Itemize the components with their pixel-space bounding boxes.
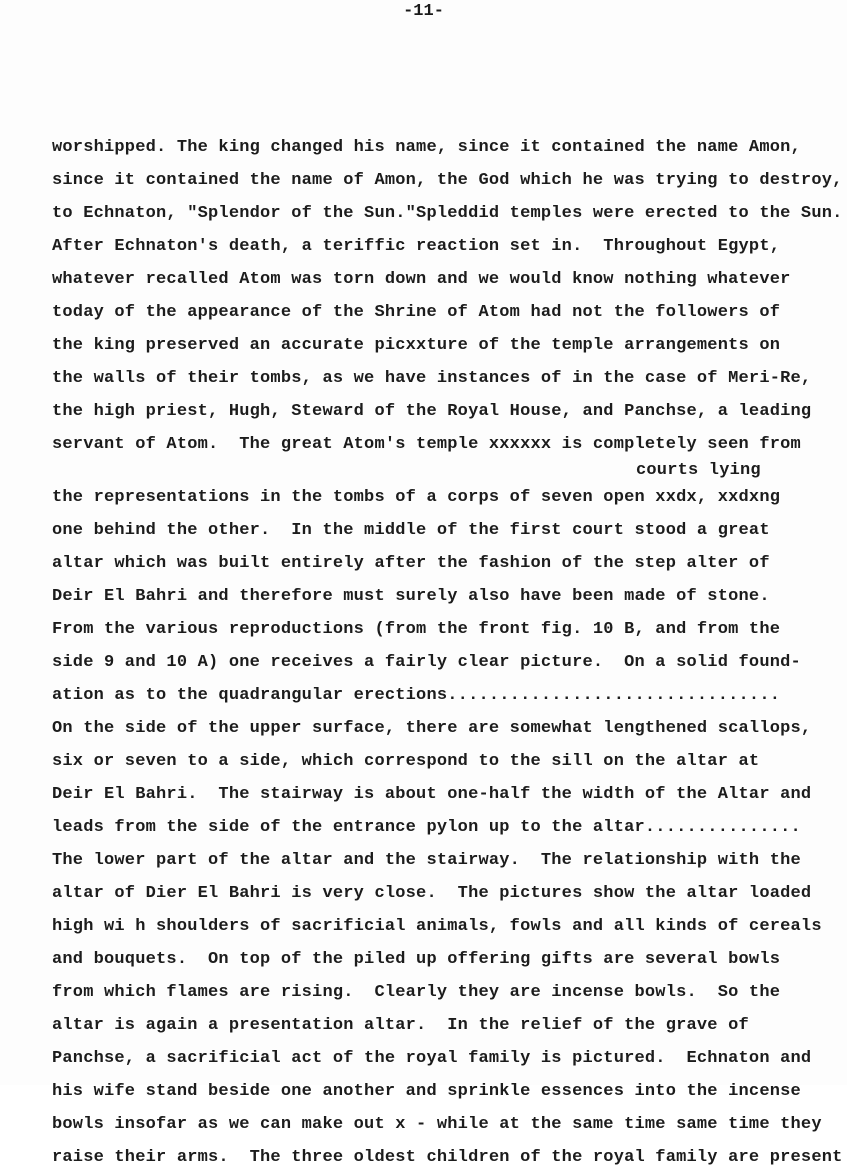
text-line: altar of Dier El Bahri is very close. The pictures show the altar loaded — [52, 884, 812, 903]
text-line: Deir El Bahri. The stairway is about one-half the width of the Altar and — [52, 785, 812, 804]
text-line: since it contained the name of Amon, the God which he was trying to destroy, — [52, 171, 843, 190]
text-line: side 9 and 10 A) one receives a fairly clear picture. On a solid found- — [52, 653, 801, 672]
text-line: high wi h shoulders of sacrificial animals, fowls and all kinds of cereals — [52, 917, 822, 936]
text-line: altar is again a presentation altar. In the relief of the grave of — [52, 1016, 749, 1035]
text-line: today of the appearance of the Shrine of Atom had not the followers of — [52, 303, 781, 322]
text-line: From the various reproductions (from the front fig. 10 B, and from the — [52, 620, 781, 639]
text-line: Deir El Bahri and therefore must surely also have been made of stone. — [52, 587, 770, 606]
interlinear-insertion: courts lying — [636, 461, 761, 480]
text-line: servant of Atom. The great Atom's temple xxxxxx is completely seen from — [52, 435, 801, 454]
text-line: to Echnaton, "Splendor of the Sun."Spleddid temples were erected to the Sun. — [52, 204, 843, 223]
text-line: bowls insofar as we can make out x - while at the same time same time they — [52, 1115, 822, 1134]
text-line: one behind the other. In the middle of the first court stood a great — [52, 521, 770, 540]
text-line: After Echnaton's death, a teriffic reaction set in. Throughout Egypt, — [52, 237, 781, 256]
text-line: his wife stand beside one another and sprinkle essences into the incense — [52, 1082, 801, 1101]
document-body — [52, 32, 843, 1174]
page-number: -11- — [403, 2, 444, 21]
text-line: altar which was built entirely after the fashion of the step alter of — [52, 554, 770, 573]
text-line: the king preserved an accurate picxxture of the temple arrangements on — [52, 336, 781, 355]
text-line: On the side of the upper surface, there are somewhat lengthened scallops, — [52, 719, 812, 738]
text-line: six or seven to a side, which correspond to the sill on the altar at — [52, 752, 760, 771]
text-line: and bouquets. On top of the piled up offering gifts are several bowls — [52, 950, 781, 969]
text-line: from which flames are rising. Clearly they are incense bowls. So the — [52, 983, 781, 1002]
text-line: leads from the side of the entrance pylon up to the altar............... — [52, 818, 801, 837]
text-line: whatever recalled Atom was torn down and we would know nothing whatever — [52, 270, 791, 289]
text-line: The lower part of the altar and the stairway. The relationship with the — [52, 851, 801, 870]
text-line: worshipped. The king changed his name, since it contained the name Amon, — [52, 138, 801, 157]
text-line: the walls of their tombs, as we have instances of in the case of Meri-Re, — [52, 369, 812, 388]
text-line: Panchse, a sacrificial act of the royal family is pictured. Echnaton and — [52, 1049, 812, 1068]
text-line: the high priest, Hugh, Steward of the Royal House, and Panchse, a leading — [52, 402, 812, 421]
text-line: the representations in the tombs of a corps of seven open xxdx, xxdxng — [52, 488, 781, 507]
text-line: ation as to the quadrangular erections................................ — [52, 686, 781, 705]
text-line: raise their arms. The three oldest children of the royal family are present — [52, 1148, 843, 1167]
